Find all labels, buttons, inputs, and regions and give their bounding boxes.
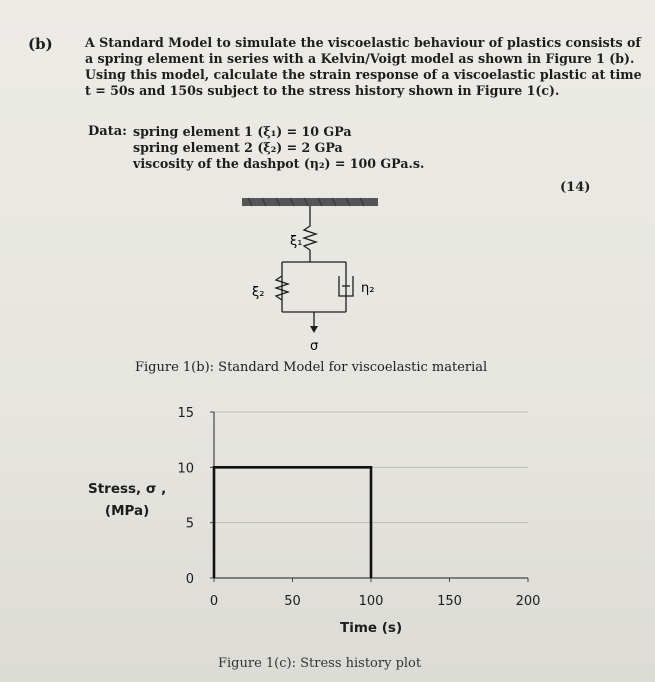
question-line: t = 50s and 150s subject to the stress history shown in Figure 1(c). bbox=[85, 83, 560, 98]
x-tick-label: 50 bbox=[284, 594, 301, 609]
y-tick-label: 15 bbox=[177, 406, 194, 421]
data-spring1: spring element 1 (ξ₁) = 10 GPa bbox=[133, 124, 352, 139]
y-tick-label: 5 bbox=[185, 516, 194, 532]
spring2-label: ξ₂ bbox=[252, 285, 265, 300]
figure-b-caption: Figure 1(b): Standard Model for viscoelastic material bbox=[135, 360, 488, 375]
load-label: σ bbox=[310, 339, 319, 354]
x-axis-title: Time (s) bbox=[340, 620, 403, 636]
dashpot-label: η₂ bbox=[361, 281, 375, 296]
question-line: a spring element in series with a Kelvin/Voigt model as shown in Figure 1 (b). bbox=[85, 51, 635, 66]
y-tick-label: 10 bbox=[177, 461, 194, 477]
x-tick-label: 200 bbox=[515, 594, 541, 609]
data-label: Data: bbox=[88, 124, 127, 139]
y-tick-label: 0 bbox=[185, 572, 194, 587]
y-axis-title-line2: (MPa) bbox=[104, 503, 150, 519]
data-dashpot: viscosity of the dashpot (η₂) = 100 GPa.s. bbox=[133, 156, 425, 171]
spring1-label: ξ₁ bbox=[290, 234, 303, 249]
question-line: Using this model, calculate the strain response of a viscoelastic plastic at time bbox=[85, 67, 642, 82]
figure-c-caption: Figure 1(c): Stress history plot bbox=[218, 656, 422, 671]
y-axis-title-line1: Stress, σ , bbox=[88, 481, 167, 497]
marks-allocation: (14) bbox=[560, 180, 591, 195]
x-tick-label: 100 bbox=[358, 594, 384, 609]
question-line: A Standard Model to simulate the viscoelastic behaviour of plastics consists of bbox=[85, 35, 641, 50]
x-tick-label: 0 bbox=[209, 594, 219, 609]
data-spring2: spring element 2 (ξ₂) = 2 GPa bbox=[133, 140, 343, 155]
part-label: (b) bbox=[28, 35, 53, 53]
x-tick-label: 150 bbox=[437, 594, 462, 609]
